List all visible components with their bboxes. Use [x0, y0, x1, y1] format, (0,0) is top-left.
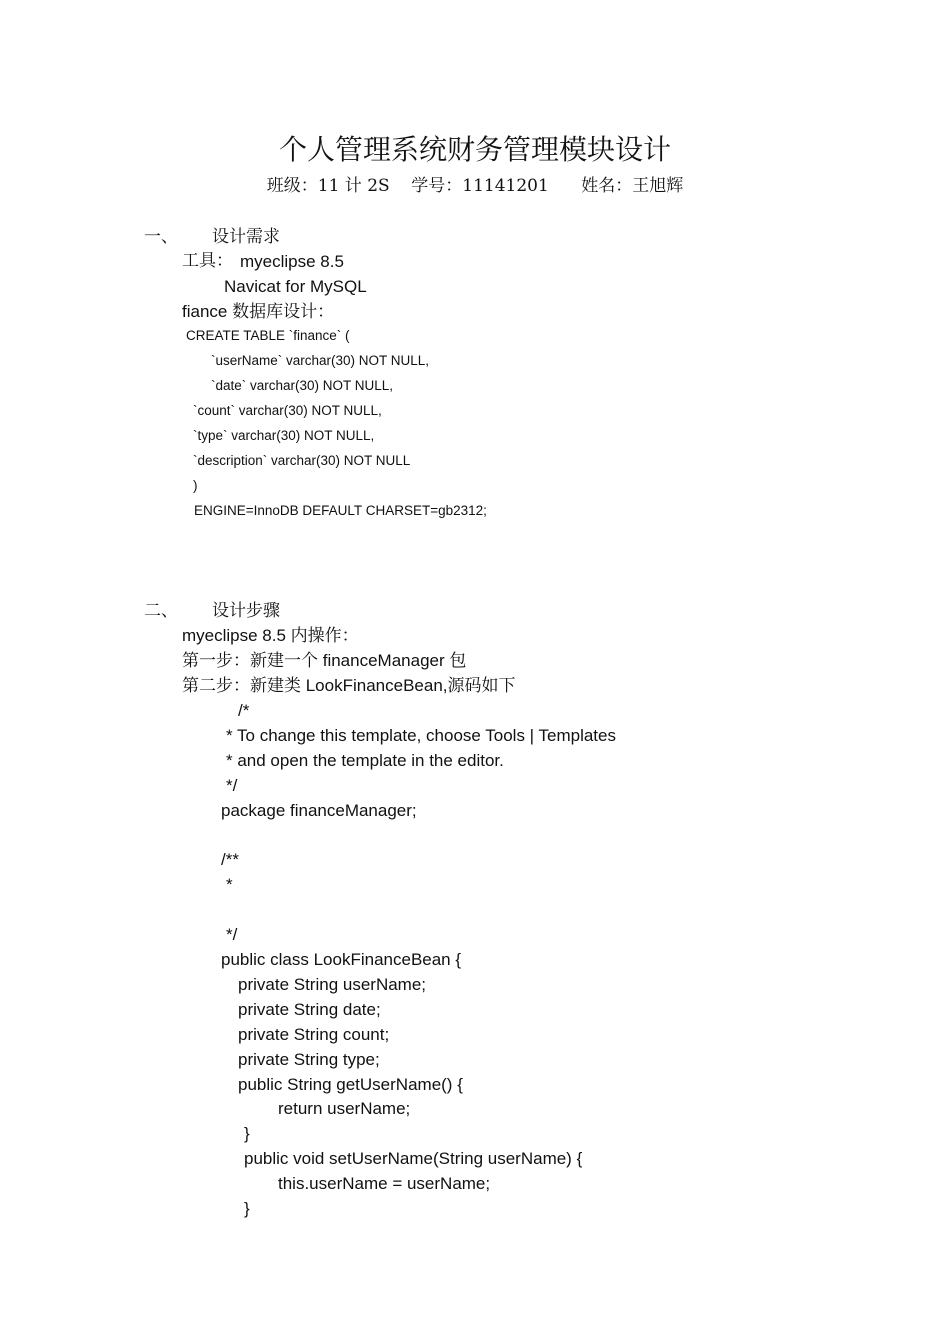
tools-label: 工具：	[182, 251, 233, 271]
code-line: private String userName;	[238, 975, 427, 994]
code-line: this.userName = userName;	[278, 1174, 491, 1193]
step-line: 第二步：新建类 LookFinanceBean,源码如下	[182, 676, 516, 695]
code-line: }	[244, 1124, 250, 1143]
code-line: private String type;	[238, 1050, 380, 1069]
section-1-number: 一、	[144, 227, 178, 247]
code-line: /**	[221, 850, 239, 869]
code-line: */	[226, 776, 238, 795]
sql-line: CREATE TABLE `finance` (	[186, 328, 350, 343]
code-line: /*	[238, 701, 250, 720]
code-line: public String getUserName() {	[238, 1075, 463, 1094]
code-line: * and open the template in the editor.	[226, 751, 504, 770]
tools-value-myeclipse: myeclipse 8.5	[240, 252, 344, 271]
code-line: package financeManager;	[221, 801, 417, 820]
sql-line: `description` varchar(30) NOT NULL	[193, 453, 411, 468]
sql-line: ENGINE=InnoDB DEFAULT CHARSET=gb2312;	[194, 503, 487, 518]
section-2-heading: 设计步骤	[212, 601, 280, 621]
document-title: 个人管理系统财务管理模块设计	[278, 133, 671, 166]
sql-line: `type` varchar(30) NOT NULL,	[193, 428, 375, 443]
step-line: myeclipse 8.5 内操作：	[182, 626, 359, 645]
section-1-heading: 设计需求	[212, 227, 280, 247]
tools-value-navicat: Navicat for MySQL	[224, 277, 367, 296]
code-line: private String count;	[238, 1025, 390, 1044]
code-line: public void setUserName(String userName) {	[244, 1149, 583, 1168]
code-line: public class LookFinanceBean {	[221, 950, 462, 969]
document-subtitle: 班级：11 计 2S 学号：11141201 姓名：王旭辉	[266, 176, 684, 196]
section-2-number: 二、	[144, 601, 178, 621]
code-line: */	[226, 925, 238, 944]
code-line: *	[226, 875, 233, 894]
sql-line: )	[193, 478, 198, 493]
code-line: * To change this template, choose Tools | Templates	[226, 726, 616, 745]
code-line: return userName;	[278, 1099, 411, 1118]
db-design-label: fiance 数据库设计：	[182, 302, 335, 321]
sql-line: `count` varchar(30) NOT NULL,	[193, 403, 382, 418]
sql-line: `date` varchar(30) NOT NULL,	[211, 378, 394, 393]
code-line: private String date;	[238, 1000, 381, 1019]
code-line: }	[244, 1199, 250, 1218]
sql-line: `userName` varchar(30) NOT NULL,	[211, 353, 430, 368]
step-line: 第一步：新建一个 financeManager 包	[182, 651, 467, 670]
